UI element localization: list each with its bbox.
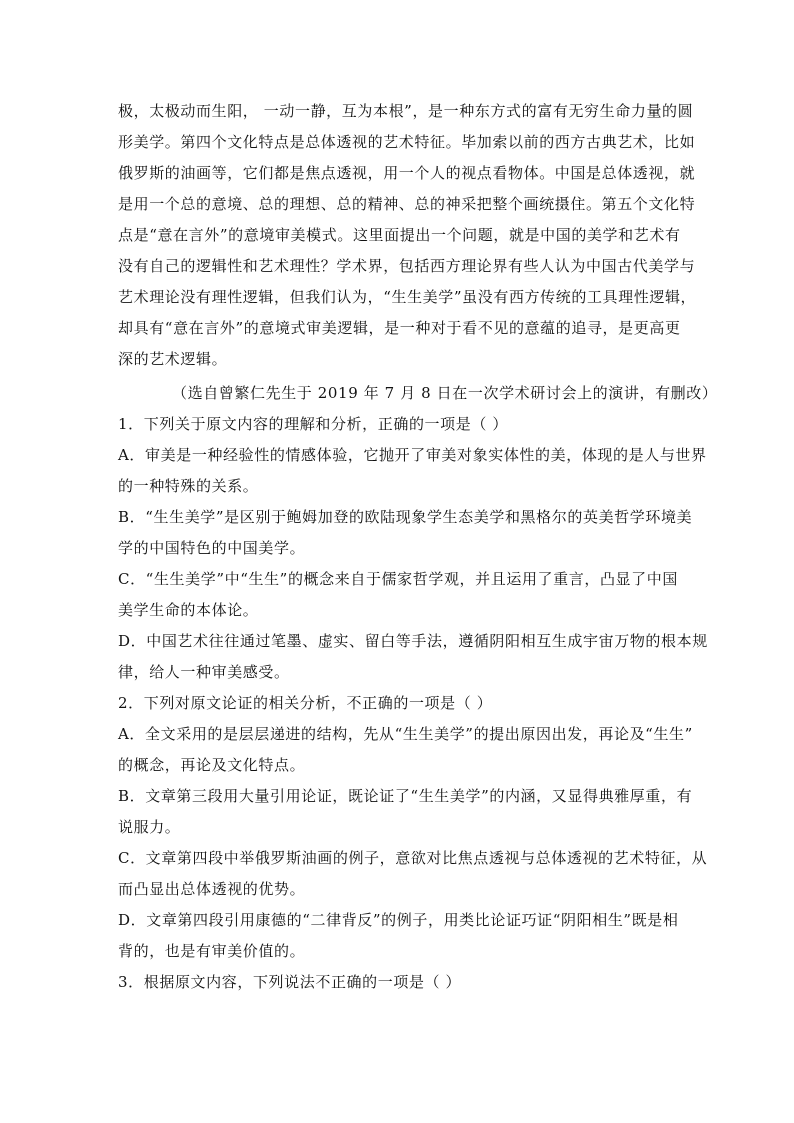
question-2-option-c: C．文章第四段中举俄罗斯油画的例子，意欲对比焦点透视与总体透视的艺术特征，从 <box>118 849 708 867</box>
question-2-option-c-cont: 而凸显出总体透视的优势。 <box>118 880 306 898</box>
body-text-line: 极，太极动而生阳， 一动一静，互为本根”，是一种东方式的富有无穷生命力量的圆 <box>118 102 694 120</box>
question-1-option-c: C．“生生美学”中“生生”的概念来自于儒家哲学观，并且运用了重言，凸显了中国 <box>118 570 678 588</box>
body-text-line: 俄罗斯的油画等，它们都是焦点透视，用一个人的视点看物体。中国是总体透视，就 <box>118 164 696 182</box>
body-text-line: 形美学。第四个文化特点是总体透视的艺术特征。毕加索以前的西方古典艺术，比如 <box>118 133 696 151</box>
body-text-line: 点是“意在言外”的意境审美模式。这里面提出一个问题，就是中国的美学和艺术有 <box>118 226 681 244</box>
question-2-option-a-cont: 的概念，再论及文化特点。 <box>118 756 306 774</box>
question-1-option-c-cont: 美学生命的本体论。 <box>118 601 259 619</box>
source-citation: （选自曾繁仁先生于 2019 年 7 月 8 日在一次学术研讨会上的演讲，有删改） <box>172 384 718 402</box>
question-1-option-a: A．审美是一种经验性的情感体验，它抛开了审美对象实体性的美，体现的是人与世界 <box>118 446 707 464</box>
body-text-line: 没有自己的逻辑性和艺术理性？学术界，包括西方理论界有些人认为中国古代美学与 <box>118 257 696 275</box>
question-1-stem: 1．下列关于原文内容的理解和分析，正确的一项是（ ） <box>118 415 508 433</box>
body-text-line: 艺术理论没有理性逻辑，但我们认为，“生生美学”虽没有西方传统的工具理性逻辑， <box>118 288 697 306</box>
question-2-stem: 2．下列对原文论证的相关分析，不正确的一项是（ ） <box>118 694 493 712</box>
question-1-option-a-cont: 的一种特殊的关系。 <box>118 477 259 495</box>
question-1-option-b-cont: 学的中国特色的中国美学。 <box>118 539 306 557</box>
question-3-stem: 3．根据原文内容，下列说法不正确的一项是（ ） <box>118 973 462 991</box>
question-1-option-d-cont: 律，给人一种审美感受。 <box>118 663 290 681</box>
body-text-line: 是用一个总的意境、总的理想、总的精神、总的神采把整个画统摄住。第五个文化特 <box>118 195 696 213</box>
question-2-option-b-cont: 说服力。 <box>118 818 181 836</box>
body-text-line: 深的艺术逻辑。 <box>118 350 228 368</box>
question-1-option-d: D．中国艺术往往通过笔墨、虚实、留白等手法，遵循阴阳相互生成宇宙万物的根本规 <box>118 632 708 650</box>
question-2-option-d: D．文章第四段引用康德的“二律背反”的例子，用类比论证巧证“阴阳相生”既是相 <box>118 911 679 929</box>
body-text-line: 却具有“意在言外”的意境式审美逻辑，是一种对于看不见的意蕴的追寻，是更高更 <box>118 319 681 337</box>
question-1-option-b: B．“生生美学”是区别于鲍姆加登的欧陆现象学生态美学和黑格尔的英美哲学环境美 <box>118 508 693 526</box>
question-2-option-b: B．文章第三段用大量引用论证，既论证了“生生美学”的内涵，又显得典雅厚重，有 <box>118 787 693 805</box>
question-2-option-d-cont: 背的，也是有审美价值的。 <box>118 942 306 960</box>
question-2-option-a: A．全文采用的是层层递进的结构，先从“生生美学”的提出原因出发，再论及“生生” <box>118 725 693 743</box>
